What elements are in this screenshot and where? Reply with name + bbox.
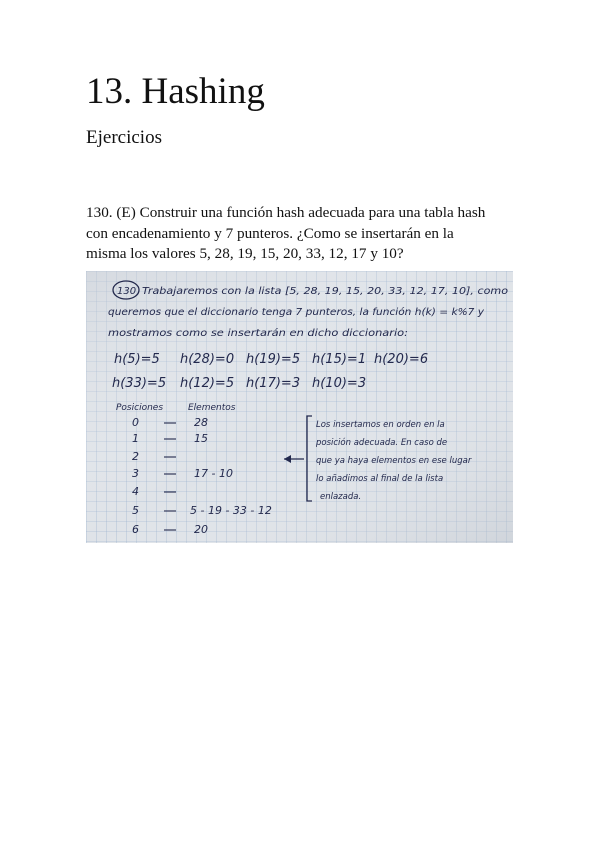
- row-elements: 28: [194, 416, 208, 429]
- side-note-line: posición adecuada. En caso de: [316, 438, 448, 448]
- hash-value: h(33)=5: [112, 376, 167, 391]
- row-elements: 5 - 19 - 33 - 12: [190, 504, 272, 517]
- exercise-line: misma los valores 5, 28, 19, 15, 20, 33, 12, 17 y 10?: [86, 245, 404, 262]
- hash-value: h(28)=0: [180, 352, 235, 367]
- row-position: 1: [132, 432, 139, 445]
- note-intro-line: Trabajaremos con la lista [5, 28, 19, 15, 20, 33, 12, 17, 10], como: [142, 286, 509, 297]
- hash-value: h(15)=1: [312, 352, 367, 367]
- hash-value: h(10)=3: [312, 376, 367, 391]
- handwritten-solution-photo: [86, 271, 513, 543]
- hash-value: h(20)=6: [374, 352, 429, 367]
- table-header-elements: Elementos: [188, 403, 236, 413]
- side-note-line: Los insertamos en orden en la: [316, 420, 445, 430]
- exercise-statement: [86, 203, 516, 265]
- hash-value: h(17)=3: [246, 376, 301, 391]
- exercise-line: con encadenamiento y 7 punteros. ¿Como se insertarán en la: [86, 224, 454, 242]
- note-intro-line: queremos que el diccionario tenga 7 punteros, la función h(k) = k%7 y: [108, 307, 485, 318]
- row-position: 0: [132, 416, 139, 429]
- row-elements: 20: [194, 523, 208, 536]
- hash-value: h(5)=5: [114, 352, 160, 367]
- row-elements: 15: [194, 432, 208, 445]
- side-note-line: que ya haya elementos en ese lugar: [316, 456, 472, 466]
- table-header-positions: Posiciones: [116, 403, 164, 413]
- row-position: 2: [132, 450, 139, 463]
- note-intro-line: mostramos como se insertarán en dicho diccionario:: [108, 328, 408, 339]
- row-elements: 17 - 10: [194, 467, 233, 480]
- hash-value: h(12)=5: [180, 376, 235, 391]
- row-position: 4: [132, 485, 139, 498]
- page-title: 13. Hashing: [86, 71, 265, 112]
- row-position: 5: [132, 504, 139, 517]
- graph-paper-notes: [86, 271, 513, 543]
- row-position: 3: [132, 467, 139, 480]
- side-note-line: enlazada.: [320, 492, 362, 502]
- section-subtitle: Ejercicios: [86, 127, 162, 148]
- exercise-line: 130. (E) Construir una función hash adecuada para una tabla hash: [86, 204, 486, 221]
- note-number: 130: [117, 286, 137, 297]
- row-position: 6: [132, 523, 139, 536]
- side-note-line: lo añadimos al final de la lista: [316, 474, 444, 484]
- hash-value: h(19)=5: [246, 352, 301, 367]
